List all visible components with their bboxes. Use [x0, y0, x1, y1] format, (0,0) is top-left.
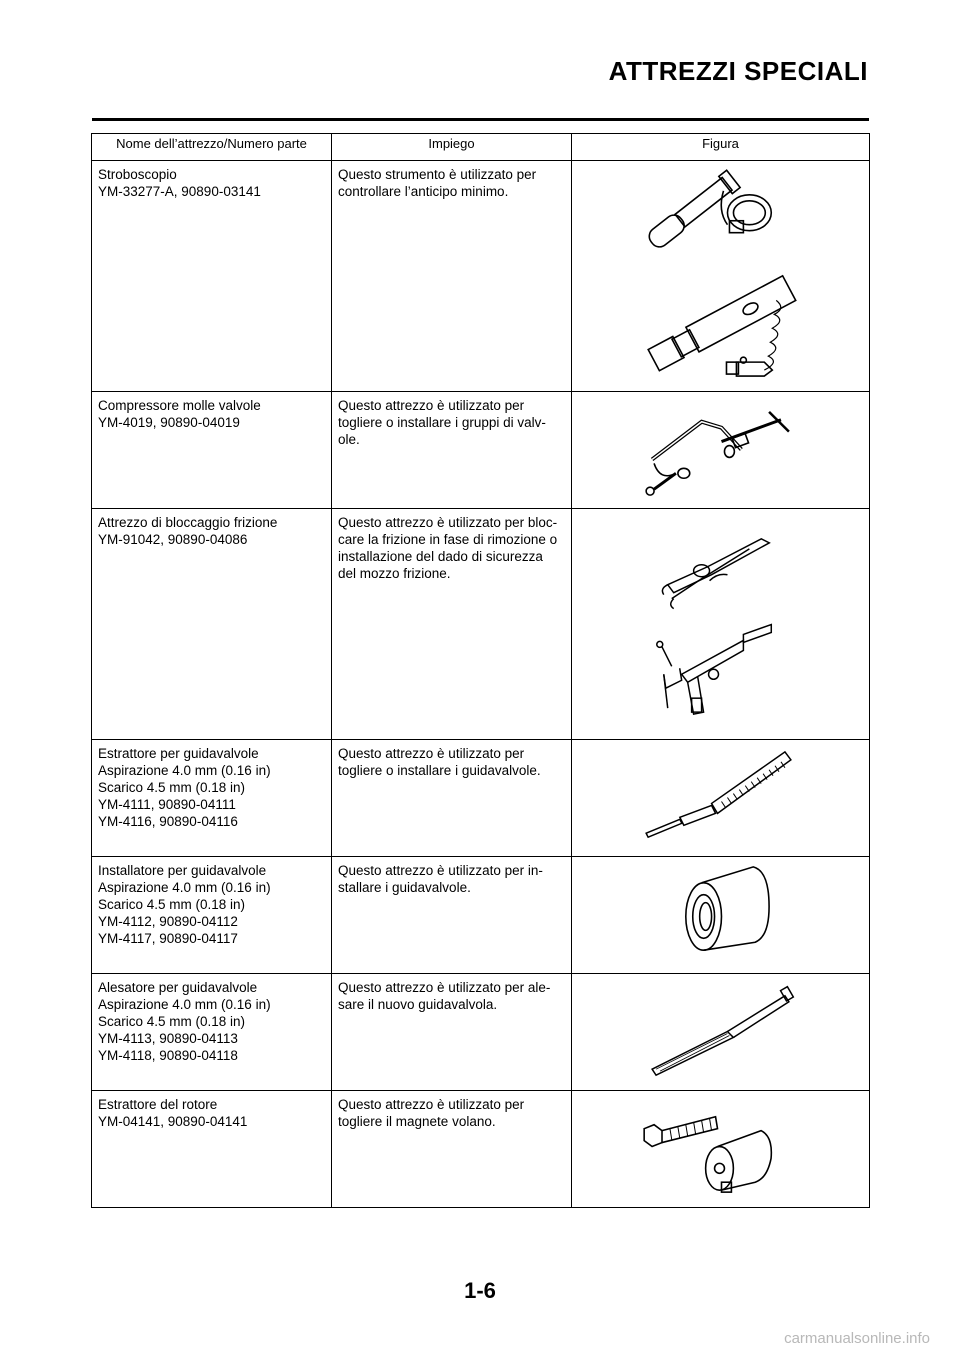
tool-spec-exhaust: Scarico 4.5 mm (0.18 in) — [98, 897, 246, 912]
usage-line: Questo attrezzo è utilizzato per bloc- — [338, 515, 558, 530]
tool-figure-cell — [572, 1091, 870, 1208]
tool-figure-cell — [572, 392, 870, 509]
usage-line: controllare l’anticipo minimo. — [338, 184, 509, 199]
tool-figure-cell — [572, 857, 870, 974]
tool-usage-cell — [332, 161, 572, 392]
table-row — [92, 857, 870, 974]
usage-line: ole. — [338, 432, 360, 447]
watermark: carmanualsonline.info — [784, 1330, 930, 1347]
tool-part-number: YM-91042, 90890-04086 — [98, 532, 248, 547]
tool-part-number: YM-33277-A, 90890-03141 — [98, 184, 261, 199]
tool-name: Estrattore del rotore — [98, 1097, 218, 1112]
valve-guide-installer-illustration — [572, 857, 869, 973]
title-rule — [92, 118, 869, 121]
usage-line: Questo attrezzo è utilizzato per — [338, 398, 525, 413]
tool-name-cell — [92, 740, 332, 857]
usage-line: Questo attrezzo è utilizzato per in- — [338, 863, 543, 878]
column-header-figure: Figura — [572, 134, 870, 161]
table-header-row — [92, 134, 870, 161]
tool-part-number: YM-4117, 90890-04117 — [98, 931, 238, 946]
tool-name: Installatore per guidavalvole — [98, 863, 267, 878]
usage-line: del mozzo frizione. — [338, 566, 451, 581]
tool-spec-intake: Aspirazione 4.0 mm (0.16 in) — [98, 997, 271, 1012]
tool-spec-intake: Aspirazione 4.0 mm (0.16 in) — [98, 763, 271, 778]
tool-usage-cell — [332, 509, 572, 740]
tool-name-cell — [92, 509, 332, 740]
table-row — [92, 161, 870, 392]
usage-line: Questo strumento è utilizzato per — [338, 167, 537, 182]
timing-light-illustration — [572, 161, 869, 391]
tool-figure-cell — [572, 509, 870, 740]
table-row — [92, 974, 870, 1091]
special-tools-table — [91, 133, 870, 1208]
column-header-name: Nome dell’attrezzo/Numero parte — [92, 134, 332, 161]
tool-name: Alesatore per guidavalvole — [98, 980, 258, 995]
usage-line: togliere o installare i guidavalvole. — [338, 763, 541, 778]
page-number: 1-6 — [464, 1278, 496, 1303]
tool-name-cell — [92, 857, 332, 974]
tool-part-number: YM-4111, 90890-04111 — [98, 797, 236, 812]
usage-line: installazione del dado di sicurezza — [338, 549, 543, 564]
clutch-holding-tool-illustration — [572, 509, 869, 739]
valve-guide-remover-illustration — [572, 740, 869, 856]
rotor-puller-illustration — [572, 1091, 869, 1207]
tool-name-cell — [92, 974, 332, 1091]
tool-usage-cell — [332, 740, 572, 857]
usage-line: togliere il magnete volano. — [338, 1114, 496, 1129]
table-row — [92, 392, 870, 509]
valve-guide-reamer-illustration — [572, 974, 869, 1090]
tool-name: Estrattore per guidavalvole — [98, 746, 259, 761]
tool-figure-cell — [572, 161, 870, 392]
tool-usage-cell — [332, 392, 572, 509]
usage-line: togliere o installare i gruppi di valv- — [338, 415, 546, 430]
tool-spec-intake: Aspirazione 4.0 mm (0.16 in) — [98, 880, 271, 895]
tool-name-cell — [92, 392, 332, 509]
usage-line: Questo attrezzo è utilizzato per — [338, 1097, 525, 1112]
usage-line: stallare i guidavalvole. — [338, 880, 471, 895]
tool-usage-cell — [332, 974, 572, 1091]
usage-line: care la frizione in fase di rimozione o — [338, 532, 558, 547]
tool-part-number: YM-4113, 90890-04113 — [98, 1031, 238, 1046]
tool-part-number: YM-4019, 90890-04019 — [98, 415, 240, 430]
table-row — [92, 509, 870, 740]
tool-part-number: YM-04141, 90890-04141 — [98, 1114, 248, 1129]
tool-name: Stroboscopio — [98, 167, 177, 182]
page-title: ATTREZZI SPECIALI — [608, 56, 868, 86]
column-header-usage: Impiego — [332, 134, 572, 161]
tool-usage-cell — [332, 857, 572, 974]
usage-line: Questo attrezzo è utilizzato per ale- — [338, 980, 551, 995]
usage-line: sare il nuovo guidavalvola. — [338, 997, 498, 1012]
tool-part-number: YM-4112, 90890-04112 — [98, 914, 238, 929]
tool-name-cell — [92, 161, 332, 392]
tool-part-number: YM-4116, 90890-04116 — [98, 814, 238, 829]
tool-spec-exhaust: Scarico 4.5 mm (0.18 in) — [98, 780, 246, 795]
valve-spring-compressor-illustration — [572, 392, 869, 508]
tool-name-cell — [92, 1091, 332, 1208]
usage-line: Questo attrezzo è utilizzato per — [338, 746, 525, 761]
tool-part-number: YM-4118, 90890-04118 — [98, 1048, 238, 1063]
tool-spec-exhaust: Scarico 4.5 mm (0.18 in) — [98, 1014, 246, 1029]
tool-name: Compressore molle valvole — [98, 398, 261, 413]
tool-figure-cell — [572, 974, 870, 1091]
table-row — [92, 740, 870, 857]
tool-name: Attrezzo di bloccaggio frizione — [98, 515, 278, 530]
tool-figure-cell — [572, 740, 870, 857]
table-row — [92, 1091, 870, 1208]
tool-usage-cell — [332, 1091, 572, 1208]
